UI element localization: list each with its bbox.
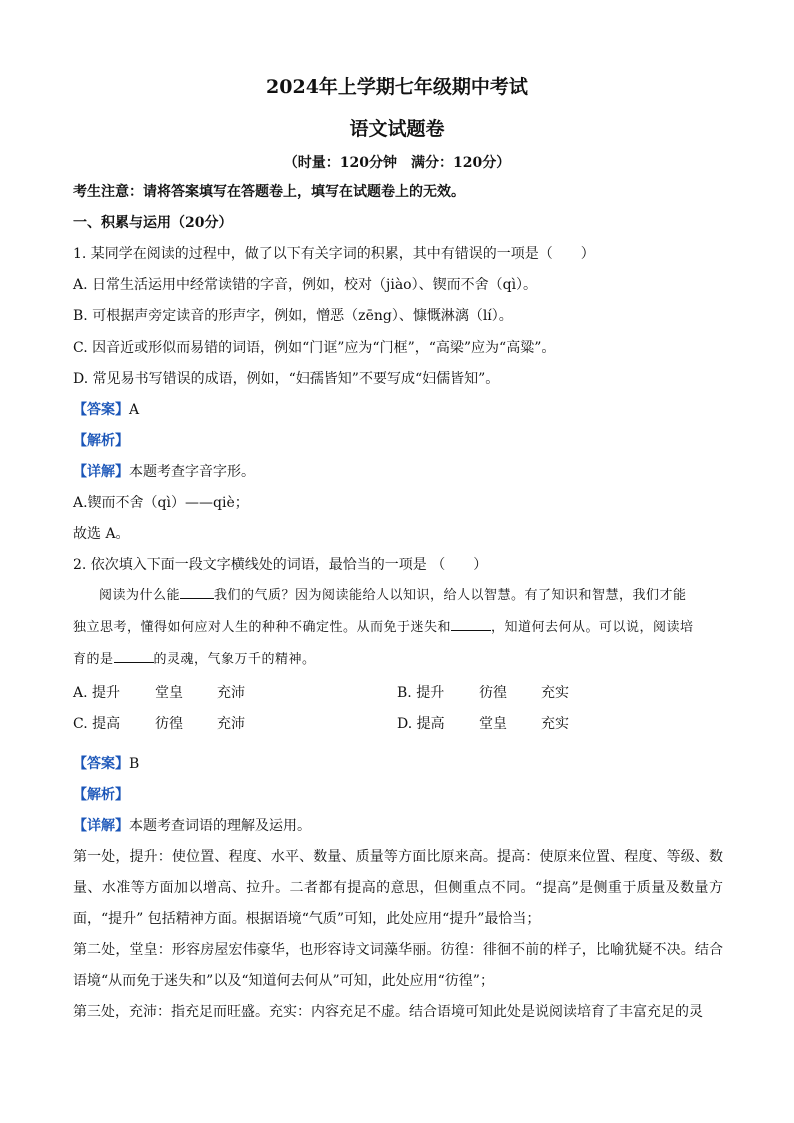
q1-stem: 1. 某同学在阅读的过程中，做了以下有关字词的积累，其中有错误的一项是（ ）: [73, 246, 595, 262]
q2-option-c: [73, 713, 245, 733]
passage-text: 的灵魂，气象万千的精神。: [153, 652, 316, 667]
answer-label: 【答案】: [73, 402, 129, 418]
passage-text: 育的是: [73, 652, 114, 667]
option-word: 堂皇: [479, 716, 507, 732]
q2-detail: [73, 816, 311, 836]
q1-option-c: C. 因音近或形似而易错的词语，例如“门诓”应为“门框”，“高梁”应为“高粱”。: [73, 340, 556, 356]
q1-conclusion: 故选 A。: [73, 526, 130, 542]
detail-label: 【详解】: [73, 464, 129, 480]
option-word: 充沛: [217, 716, 245, 732]
detail-text: 本题考查词语的理解及运用。: [129, 818, 311, 834]
option-word: D. 提高: [397, 716, 445, 732]
q2-analysis-label: 【解析】: [73, 787, 129, 803]
answer-value: B: [129, 756, 140, 772]
q2-option-b: [397, 682, 569, 702]
q1-analysis-label: 【解析】: [73, 433, 129, 449]
q1-option-d: D. 常见易书写错误的成语，例如，“妇孺皆知”不要写成“妇儒皆知”。: [73, 371, 500, 387]
exam-meta: （时量：120分钟 满分：120分）: [283, 155, 511, 171]
passage-text: 阅读为什么能: [99, 588, 181, 603]
q2-option-a: [73, 682, 245, 702]
detail-text: 本题考查字音字形。: [129, 464, 255, 480]
option-word: A. 提升: [73, 685, 121, 701]
q1-option-a: A. 日常生活运用中经常读错的字音，例如，校对（jiào）、锲而不舍（qì）。: [73, 277, 538, 293]
q2-answer: [73, 754, 139, 774]
q2-passage: [73, 580, 723, 676]
explanation-paragraph: 第二处，堂皇：形容房屋宏伟豪华，也形容诗文词藻华丽。彷徨：徘徊不前的样子，比喻犹疑不决。结合语境“从而免于迷失和”以及“知道何去何从”可知，此处应用“彷徨”；: [73, 942, 723, 989]
option-word: 充实: [541, 716, 569, 732]
q1-answer: [73, 400, 139, 420]
passage-line-2: [73, 612, 723, 644]
q1-detail: [73, 462, 255, 482]
option-word: B. 提升: [397, 685, 445, 701]
option-word: 堂皇: [155, 685, 183, 701]
blank-2: [451, 616, 491, 631]
answer-value: A: [129, 402, 140, 418]
q2-explanation: [73, 842, 723, 1028]
option-word: 充实: [541, 685, 569, 701]
option-word: 彷徨: [155, 716, 183, 732]
passage-text: 独立思考，懂得如何应对人生的种种不确定性。从而免于迷失和: [73, 620, 452, 635]
option-word: 充沛: [217, 685, 245, 701]
passage-line-3: [73, 644, 723, 676]
section-heading: 一、积累与运用（20分）: [73, 215, 233, 231]
q1-option-b: B. 可根据声旁定读音的形声字，例如，憎恶（zēng）、慷慨淋漓（lí）。: [73, 308, 513, 324]
passage-line-1: [73, 580, 723, 612]
explanation-paragraph: 第一处，提升：使位置、程度、水平、数量、质量等方面比原来高。提高：使原来位置、程度、等级、数量、水准等方面加以增高、拉升。二者都有提高的意思，但侧重点不同。“提高”是侧重于质量及数量方面，“提升” 包括精神方面。根据语境“气质”可知，此处应用“提升”最恰当；: [73, 849, 723, 927]
q1-detail-2: A.锲而不舍（qì）——qiè；: [73, 495, 249, 511]
explanation-paragraph: 第三处，充沛：指充足而旺盛。充实：内容充足不虚。结合语境可知此处是说阅读培育了丰富充足的灵: [73, 1004, 703, 1020]
blank-3: [114, 648, 154, 663]
blank-1: [180, 584, 214, 599]
detail-label: 【详解】: [73, 818, 129, 834]
notice: 考生注意：请将答案填写在答题卷上，填写在试题卷上的无效。: [73, 184, 465, 200]
passage-text: 我们的气质？因为阅读能给人以知识，给人以智慧。有了知识和智慧，我们才能: [214, 588, 687, 603]
option-word: C. 提高: [73, 716, 121, 732]
answer-label: 【答案】: [73, 756, 129, 772]
q2-stem: 2. 依次填入下面一段文字横线处的词语，最恰当的一项是 （ ）: [73, 557, 488, 573]
q2-option-d: [397, 713, 569, 733]
option-word: 彷徨: [479, 685, 507, 701]
passage-text: ，知道何去何从。可以说，阅读培: [491, 620, 694, 635]
exam-title: 2024年上学期七年级期中考试: [266, 76, 528, 98]
exam-subtitle: 语文试题卷: [349, 118, 445, 140]
